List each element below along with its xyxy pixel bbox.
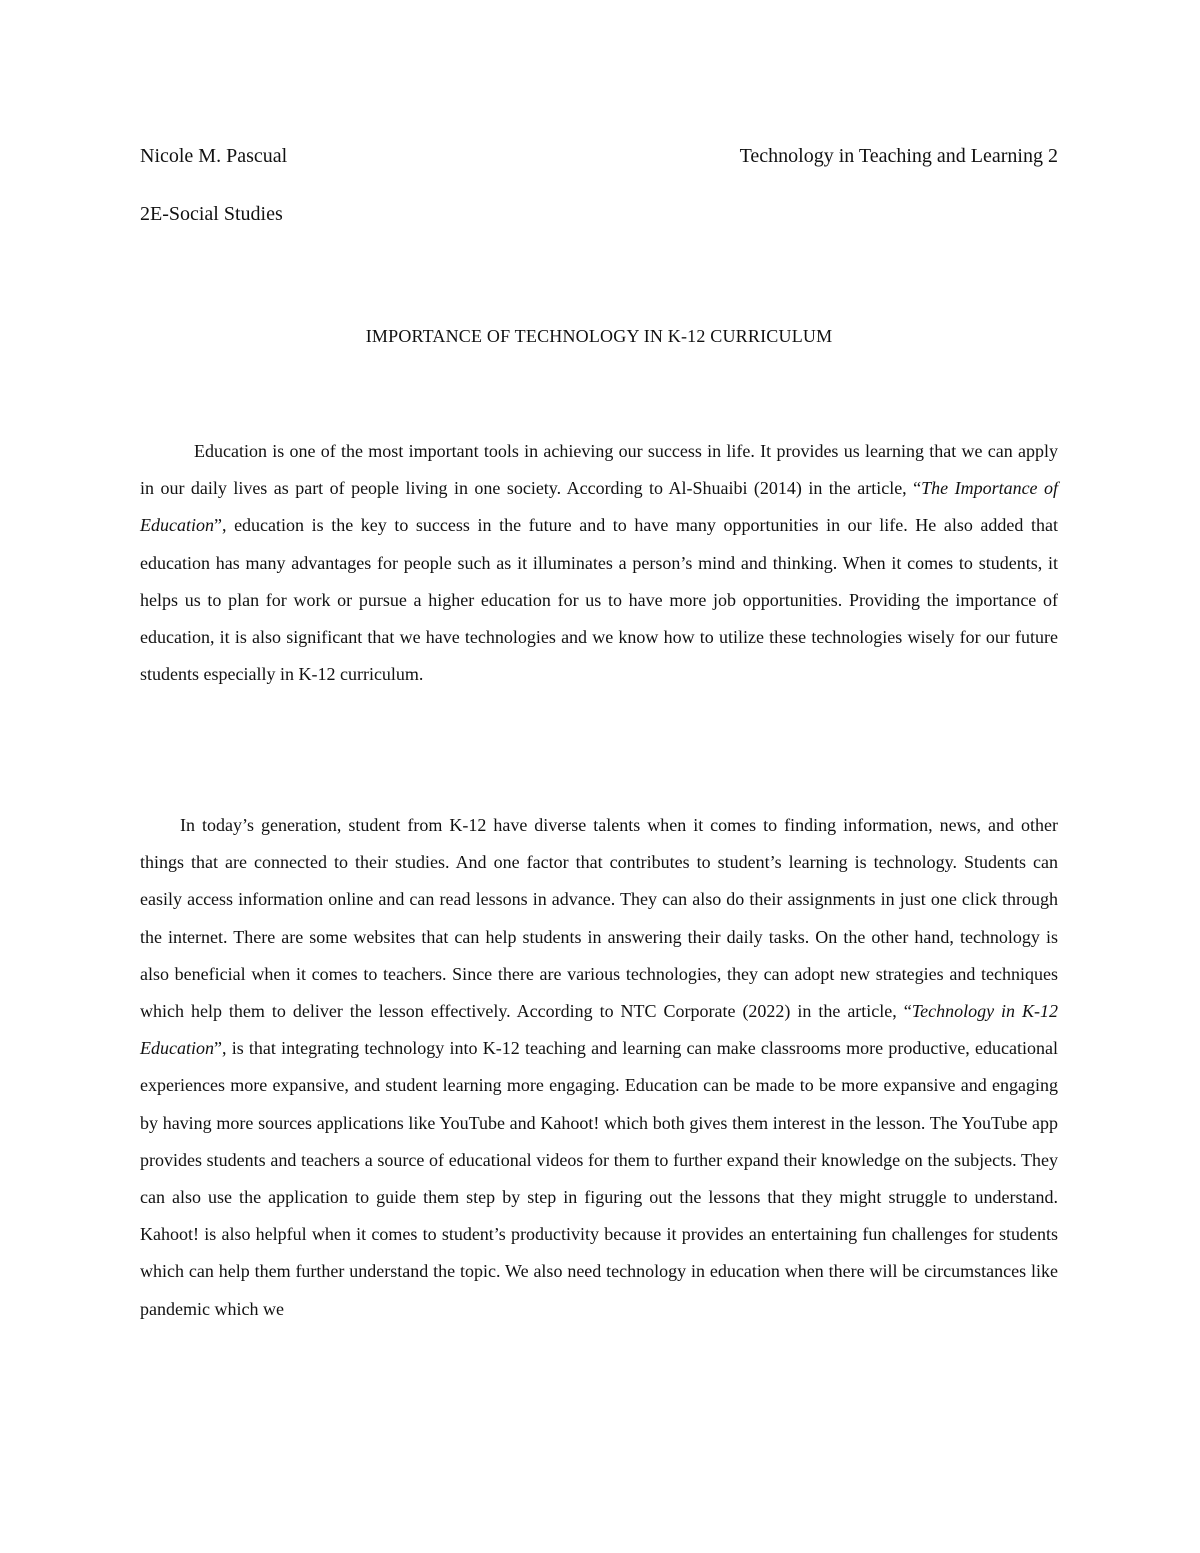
paragraph-1-article-title: The Importance of Education: [140, 478, 1058, 536]
header-row: [140, 142, 1058, 170]
author-name: Nicole M. Pascual: [140, 145, 288, 167]
paragraph-2-text-a: In today’s generation, student from K-12 have diverse talents when it comes to finding information, news, and other things that are connected to their studies. And one factor that contributes to student’s learning is technology. Students can easily access information online and can read lessons in advance. They can also do their assignments in just one click through the internet. There are some websites that can help students in answering their daily tasks. On the other hand, technology is also beneficial when it comes to teachers. Since there are various technologies, they can adopt new strategies and techniques which help them to deliver the lesson effectively. According to NTC Corporate (2022) in the article, “: [140, 815, 1058, 1022]
paragraph-1-text-b: ”, education is the key to success in the future and to have many opportunities in our life. He also added that education has many advantages for people such as it illuminates a person’s mind and thinking. When it comes to students, it helps us to plan for work or pursue a higher education for us to have more job opportunities. Providing the importance of education, it is also significant that we have technologies and we know how to utilize these technologies wisely for our future students especially in K-12 curriculum.: [140, 515, 1058, 685]
paragraph-2-article-title: Technology in K-12 Education: [140, 1001, 1059, 1059]
paragraph-2-text-b: ”, is that integrating technology into K-12 teaching and learning can make classrooms more productive, educational experiences more expansive, and student learning more engaging. Education can be made to be more expansive and engaging by having more sources applications like YouTube and Kahoot! which both gives them interest in the lesson. The YouTube app provides students and teachers a source of educational videos for them to further expand their knowledge on the subjects. They can also use the application to guide them step by step in figuring out the lessons that they might struggle to understand. Kahoot! is also helpful when it comes to student’s productivity because it provides an entertaining fun challenges for students which can help them further understand the topic. We also need technology in education when there will be circumstances like pandemic which we: [140, 1038, 1058, 1319]
essay-title: IMPORTANCE OF TECHNOLOGY IN K-12 CURRICULUM: [365, 326, 833, 346]
section-name: 2E-Social Studies: [140, 203, 283, 225]
paragraph-1: [140, 433, 1058, 693]
course-name: Technology in Teaching and Learning 2: [739, 145, 1058, 167]
paragraph-2: [140, 807, 1058, 1328]
paragraph-1-text-a: Education is one of the most important tools in achieving our success in life. It provides us learning that we can apply in our daily lives as part of people living in one society. According to Al-Shuaibi (2014) in the article, “: [140, 441, 1058, 499]
